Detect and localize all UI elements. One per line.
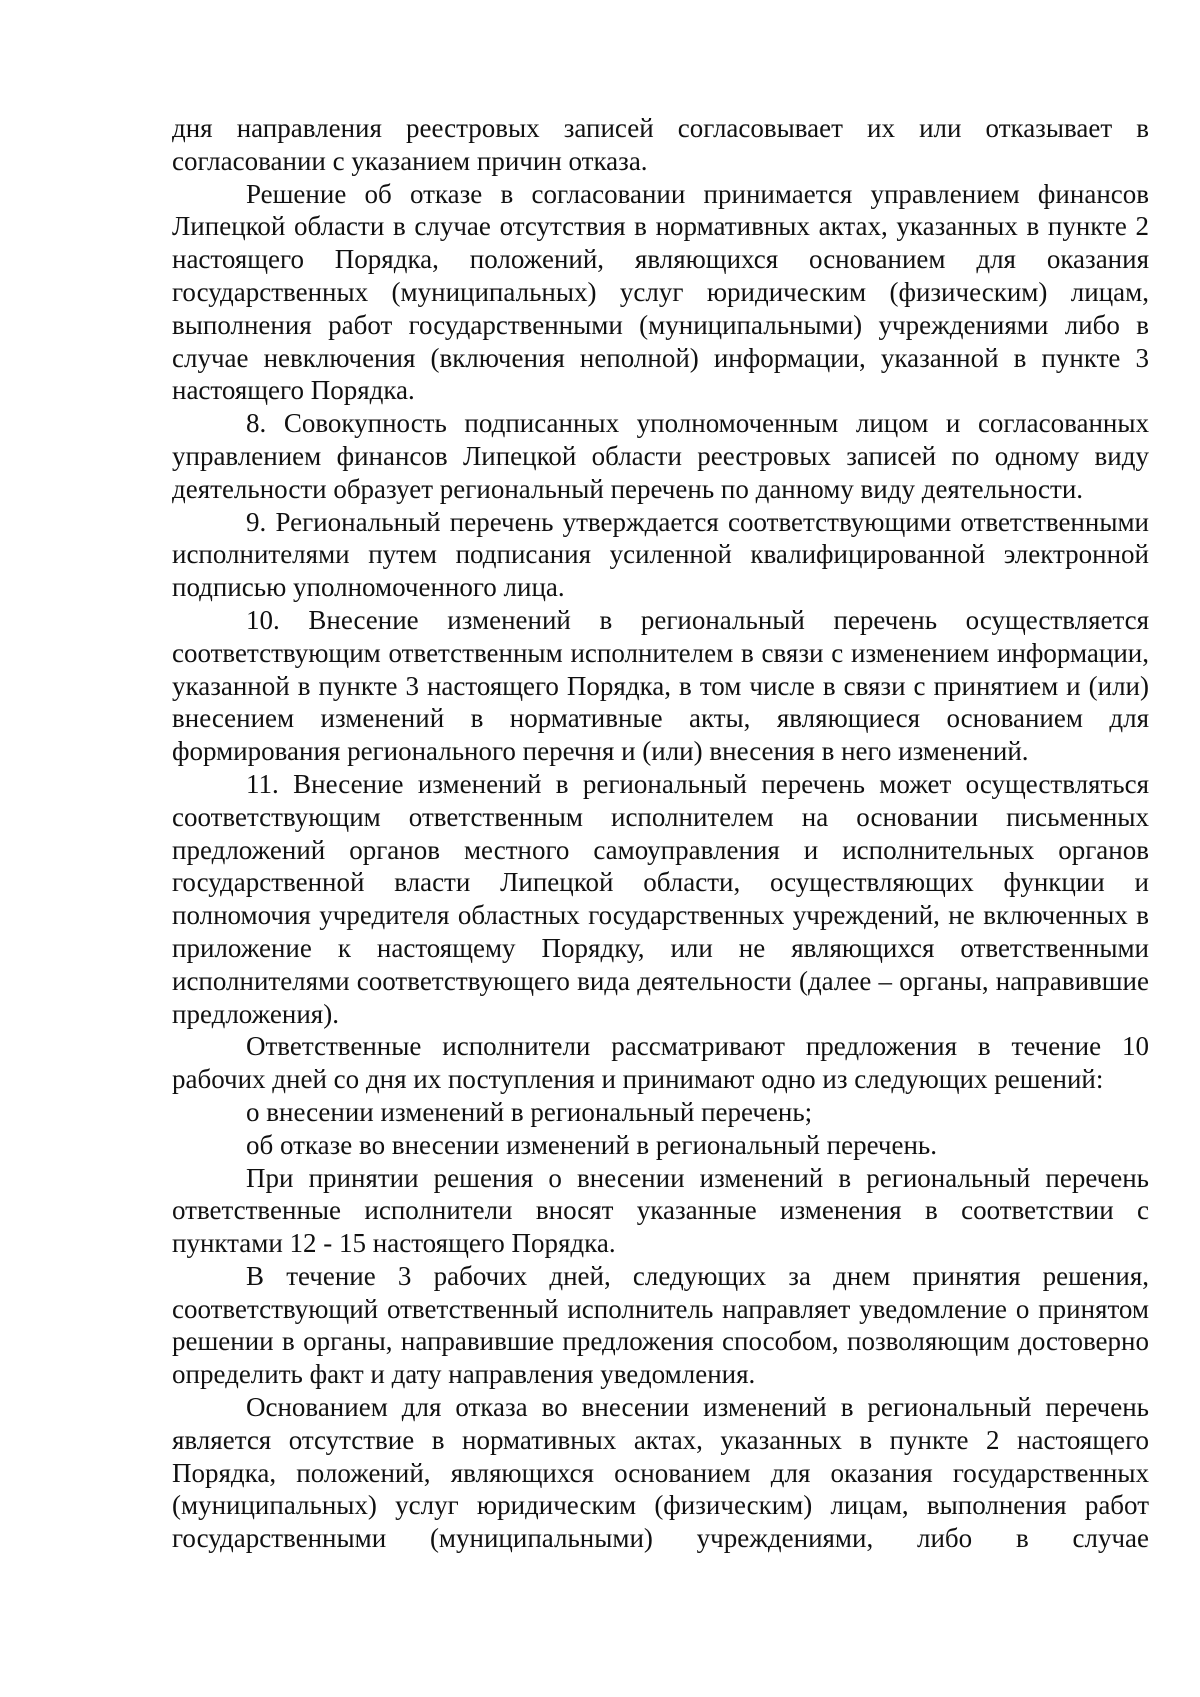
paragraph-item-8: 8. Совокупность подписанных уполномоченным лицом и согласованных управлением финансов Липецкой области реестровых записей по одному виду деятельности образует региональный перечень по данному виду деятельности. (172, 408, 1149, 504)
paragraph-refusal-grounds: Основанием для отказа во внесении изменений в региональный перечень является отсутствие в нормативных актах, указанных в пункте 2 настоящего Порядка, положений, являющихся основанием для оказания государственных (муниципальных) услуг юридическим (физическим) лицам, выполнения работ государственными (муниципальными) учреждениями, либо в случае (172, 1392, 1149, 1554)
paragraph-option-include: о внесении изменений в региональный перечень; (246, 1096, 813, 1127)
paragraph-item-9: 9. Региональный перечень утверждается соответствующими ответственными исполнителями путем подписания усиленной квалифицированной электронной подписью уполномоченного лица. (172, 506, 1149, 603)
paragraph-on-acceptance: При принятии решения о внесении изменений в региональный перечень ответственные исполнители вносят указанные изменения в соответствии с пунктами 12 - 15 настоящего Порядка. (172, 1162, 1149, 1259)
paragraph-option-refuse: об отказе во внесении изменений в региональный перечень. (246, 1129, 937, 1160)
paragraph-item-10: 10. Внесение изменений в региональный перечень осуществляется соответствующим ответственным исполнителем в связи с изменением информации, указанной в пункте 3 настоящего Порядка, в том числе в связи с принятием и (или) внесением изменений в нормативные акты, являющиеся основанием для формирования регионального перечня и (или) внесения в него изменений. (172, 604, 1149, 767)
paragraph-notification: В течение 3 рабочих дней, следующих за днем принятия решения, соответствующий ответственный исполнитель направляет уведомление о принятом решении в органы, направившие предложения способом, позволяющим достоверно определить факт и дату направления уведомления. (172, 1260, 1149, 1390)
document-page (172, 112, 1149, 1555)
paragraph-review-proposals: Ответственные исполнители рассматривают предложения в течение 10 рабочих дней со дня их поступления и принимают одно из следующих решений: (172, 1031, 1149, 1095)
paragraph-item-11: 11. Внесение изменений в региональный перечень может осуществляться соответствующим ответственным исполнителем на основании письменных предложений органов местного самоуправления и исполнительных органов государственной власти Липецкой области, осуществляющих функции и полномочия учредителя областных государственных учреждений, не включенных в приложение к настоящему Порядку, или не являющихся ответственными исполнителями соответствующего вида деятельности (далее – органы, направившие предложения). (172, 768, 1149, 1029)
paragraph-continuation: дня направления реестровых записей согласовывает их или отказывает в согласовании с указанием причин отказа. (172, 113, 1149, 176)
paragraph-refusal-decision: Решение об отказе в согласовании принимается управлением финансов Липецкой области в случае отсутствия в нормативных актах, указанных в пункте 2 настоящего Порядка, положений, являющихся основанием для оказания государственных (муниципальных) услуг юридическим (физическим) лицам, выполнения работ государственными (муниципальными) учреждениями либо в случае невключения (включения неполной) информации, указанной в пункте 3 настоящего Порядка. (172, 178, 1149, 406)
